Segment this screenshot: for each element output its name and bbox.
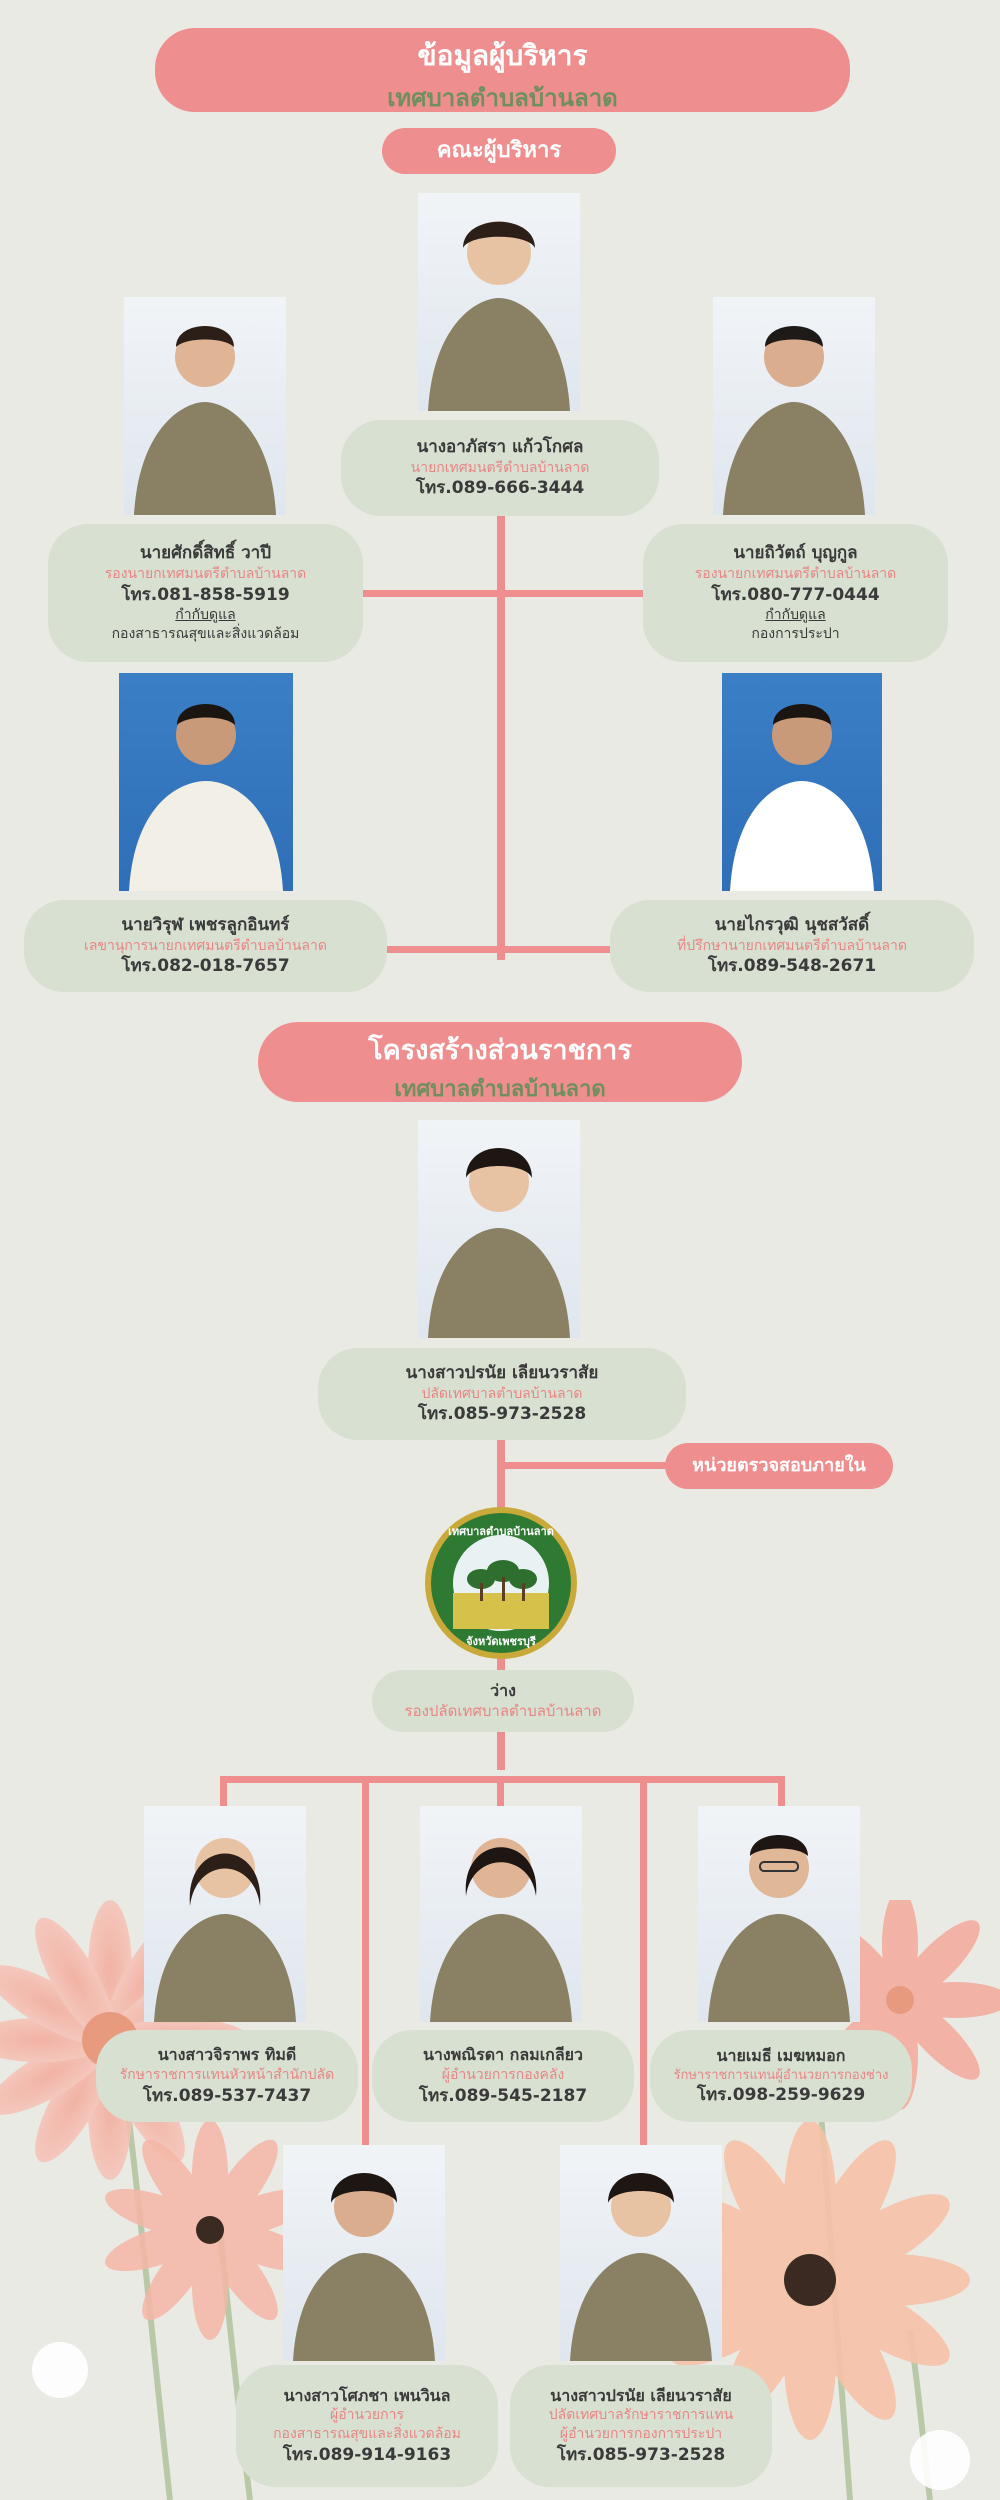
deputy1-position: รองนายกเทศมนตรีตำบลบ้านลาด [104,565,307,582]
deputy2-card [643,524,948,662]
advisor-photo [722,673,882,891]
deputy2-phone: โทร.080-777-0444 [711,584,880,605]
division4-card [236,2365,498,2487]
connector-line [385,946,615,953]
mayor-position: นายกเทศมนตรีตำบลบ้านลาด [410,459,590,476]
division2-name: นางพณิรดา กลมเกลียว [422,2045,584,2065]
deputy2-photo [713,297,875,515]
division1-photo [144,1806,306,2022]
division3-position: รักษาราชการแทนผู้อำนวยการกองช่าง [673,2067,889,2083]
deputy-clerk-card [372,1670,634,1732]
division2-position: ผู้อำนวยการกองคลัง [441,2066,565,2083]
advisor-name: นายไกรวุฒิ นุชสวัสดิ์ [714,914,870,935]
mayor-photo [418,193,580,411]
clerk-photo [418,1120,580,1338]
division2-phone: โทร.089-545-2187 [418,2085,588,2106]
division5-name: นางสาวปรนัย เลียนวราสัย [550,2385,732,2405]
deputy1-note: กำกับดูแล [175,607,236,624]
mayor-phone: โทร.089-666-3444 [415,478,585,499]
division1-position: รักษาราชการแทนหัวหน้าสำนักปลัด [119,2066,335,2083]
connector-line [497,1730,505,1770]
connector-line [505,1462,670,1469]
clerk-card [318,1348,686,1440]
division3-photo [698,1806,860,2022]
division2-photo [420,1806,582,2022]
deputy-clerk-name: ว่าง [490,1680,516,1700]
connector-line [360,590,645,597]
page-header [155,28,850,112]
advisor-phone: โทร.089-548-2671 [707,956,877,977]
deputy2-note: กำกับดูแล [765,607,826,624]
division4-position: ผู้อำนวยการ [330,2407,404,2424]
connector-line [497,510,505,960]
secretary-photo [119,673,293,891]
secretary-card [24,900,387,992]
connector-line [640,1776,647,2151]
secretary-name: นายวิรุฬ เพชรลูกอินทร์ [121,914,290,935]
advisor-card [610,900,974,992]
deputy2-name: นายถิวัตถ์ บุญกูล [733,542,858,563]
division3-name: นายเมธี เมฆหมอก [716,2045,846,2065]
division5-position: ปลัดเทศบาลรักษาราชการแทน [548,2407,734,2424]
structure-header [258,1022,742,1102]
page-title: ข้อมูลผู้บริหาร [417,39,588,72]
division3-phone: โทร.098-259-9629 [696,2085,866,2106]
division1-phone: โทร.089-537-7437 [142,2085,312,2106]
clerk-phone: โทร.085-973-2528 [417,1404,587,1425]
advisor-position: ที่ปรึกษานายกเทศมนตรีตำบลบ้านลาด [677,937,907,954]
mayor-card [341,420,659,516]
deputy2-division: กองการประปา [751,626,840,643]
audit-unit-badge: หน่วยตรวจสอบภายใน [665,1443,893,1489]
division5-photo [560,2145,722,2361]
municipality-seal-logo [423,1505,579,1661]
division4-phone: โทร.089-914-9163 [282,2445,452,2466]
deputy2-position: รองนายกเทศมนตรีตำบลบ้านลาด [694,565,897,582]
division1-name: นางสาวจิราพร ทิมดี [157,2045,297,2065]
division5-division: ผู้อำนวยการกองการประปา [559,2426,723,2443]
mayor-name: นางอาภัสรา แก้วโกศล [416,436,584,457]
deputy1-phone: โทร.081-858-5919 [121,584,290,605]
deputy1-name: นายศักดิ์สิทธิ์ วาปี [139,542,271,563]
deputy-clerk-position: รองปลัดเทศบาลตำบลบ้านลาด [404,1701,602,1720]
division4-division: กองสาธารณสุขและสิ่งแวดล้อม [273,2426,461,2443]
division1-card [96,2030,358,2122]
connector-line [362,1776,369,2151]
seal-bottom-text: จังหวัดเพชรบุรี [466,1635,536,1648]
deputy1-photo [124,297,286,515]
deputy1-division: กองสาธารณสุขและสิ่งแวดล้อม [111,626,300,643]
division4-name: นางสาวโศภชา เพนวินล [283,2385,451,2405]
division5-phone: โทร.085-973-2528 [556,2445,726,2466]
clerk-name: นางสาวปรนัย เลียนวราสัย [405,1362,599,1383]
seal-top-text: เทศบาลตำบลบ้านลาด [448,1525,554,1538]
secretary-position: เลขานุการนายกเทศมนตรีตำบลบ้านลาด [84,937,327,954]
exec-section-label: คณะผู้บริหาร [382,128,616,174]
division2-card [372,2030,634,2122]
clerk-position: ปลัดเทศบาลตำบลบ้านลาด [421,1385,583,1402]
page-subtitle: เทศบาลตำบลบ้านลาด [387,84,618,112]
division4-photo [283,2145,445,2361]
structure-title: โครงสร้างส่วนราชการ [368,1035,632,1066]
deputy1-card [48,524,363,662]
secretary-phone: โทร.082-018-7657 [121,956,290,977]
division3-card [650,2030,912,2122]
division5-card [510,2365,772,2487]
structure-subtitle: เทศบาลตำบลบ้านลาด [394,1077,606,1102]
